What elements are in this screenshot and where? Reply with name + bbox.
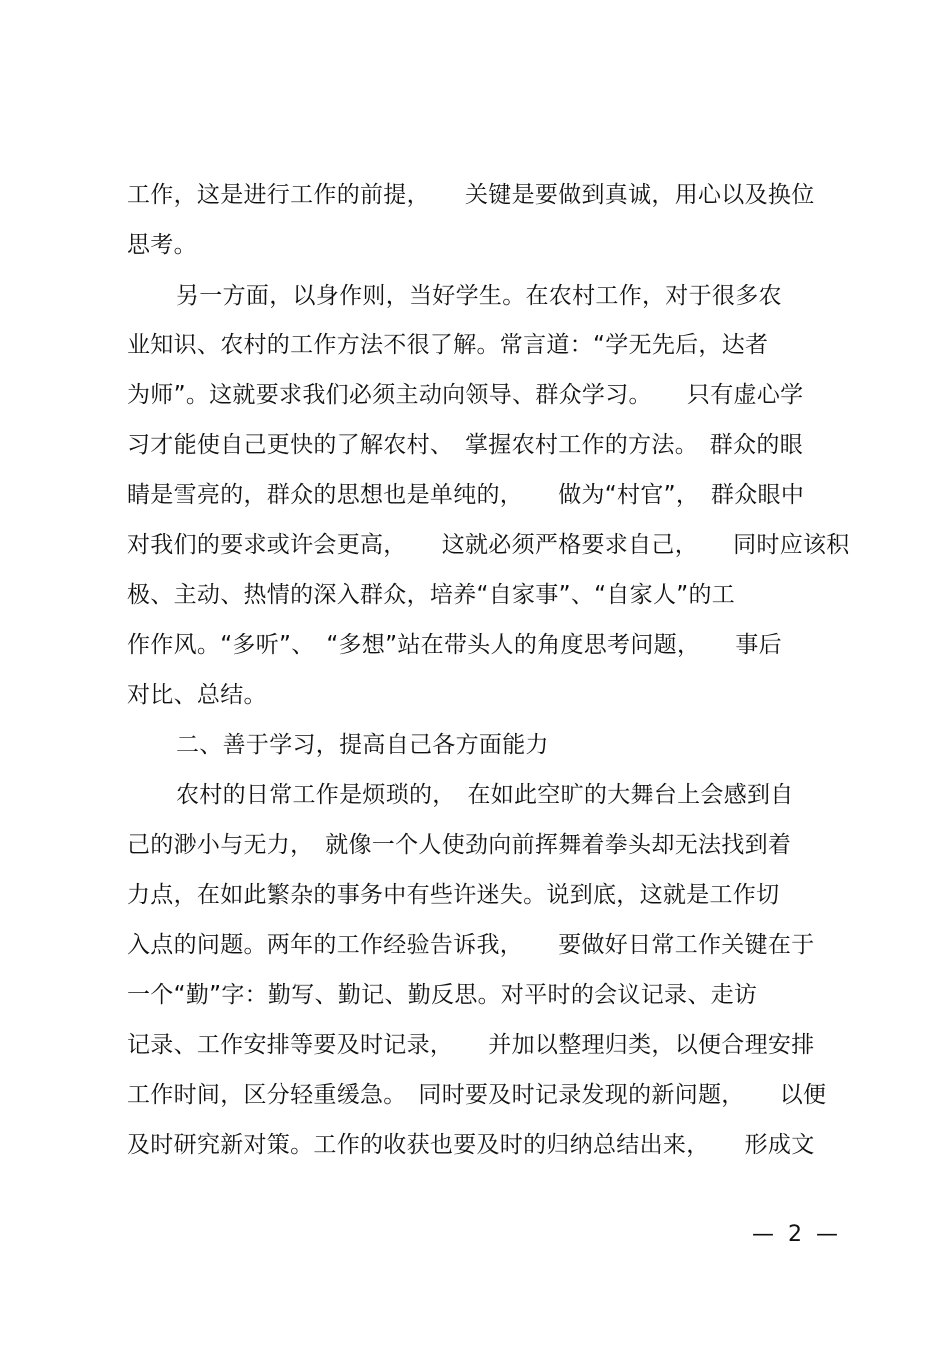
text-line: 习才能使自己更快的了解农村、 掌握农村工作的方法。 群众的眼	[127, 432, 803, 458]
text-line: 农村的日常工作是烦琐的， 在如此空旷的大舞台上会感到自	[176, 782, 794, 808]
section-heading: 二、善于学习，提高自己各方面能力	[176, 732, 549, 758]
text-line: 一个“勤”字：勤写、勤记、勤反思。对平时的会议记录、走访	[127, 982, 758, 1008]
text-line: 作作风。“多听”、 “多想”站在带头人的角度思考问题， 事后	[127, 632, 782, 658]
text-line: 及时研究新对策。工作的收获也要及时的归纳总结出来， 形成文	[127, 1132, 815, 1158]
text-line: 另一方面，以身作则，当好学生。在农村工作，对于很多农	[176, 283, 782, 309]
text-line: 思考。	[127, 232, 197, 258]
text-line: 为师”。这就要求我们必须主动向领导、群众学习。 只有虚心学	[127, 382, 804, 408]
text-line: 业知识、农村的工作方法不很了解。常言道：“学无先后，达者	[127, 332, 769, 358]
text-line: 睛是雪亮的，群众的思想也是单纯的， 做为“村官”， 群众眼中	[127, 482, 805, 508]
text-line: 对比、总结。	[127, 682, 267, 708]
text-line: 工作，这是进行工作的前提， 关键是要做到真诚，用心以及换位	[127, 182, 815, 208]
text-line: 己的渺小与无力， 就像一个人使劲向前挥舞着拳头却无法找到着	[127, 832, 792, 858]
text-line: 力点，在如此繁杂的事务中有些许迷失。说到底，这就是工作切	[127, 882, 780, 908]
text-line: 对我们的要求或许会更高， 这就必须严格要求自己， 同时应该积	[127, 532, 850, 558]
text-line: 记录、工作安排等要及时记录， 并加以整理归类，以便合理安排	[127, 1032, 815, 1058]
text-line: 入点的问题。两年的工作经验告诉我， 要做好日常工作关键在于	[127, 932, 815, 958]
text-line: 极、主动、热情的深入群众，培养“自家事”、“自家人”的工	[127, 582, 736, 608]
page-number: — 2 —	[752, 1222, 838, 1247]
text-line: 工作时间，区分轻重缓急。 同时要及时记录发现的新问题， 以便	[127, 1082, 827, 1108]
